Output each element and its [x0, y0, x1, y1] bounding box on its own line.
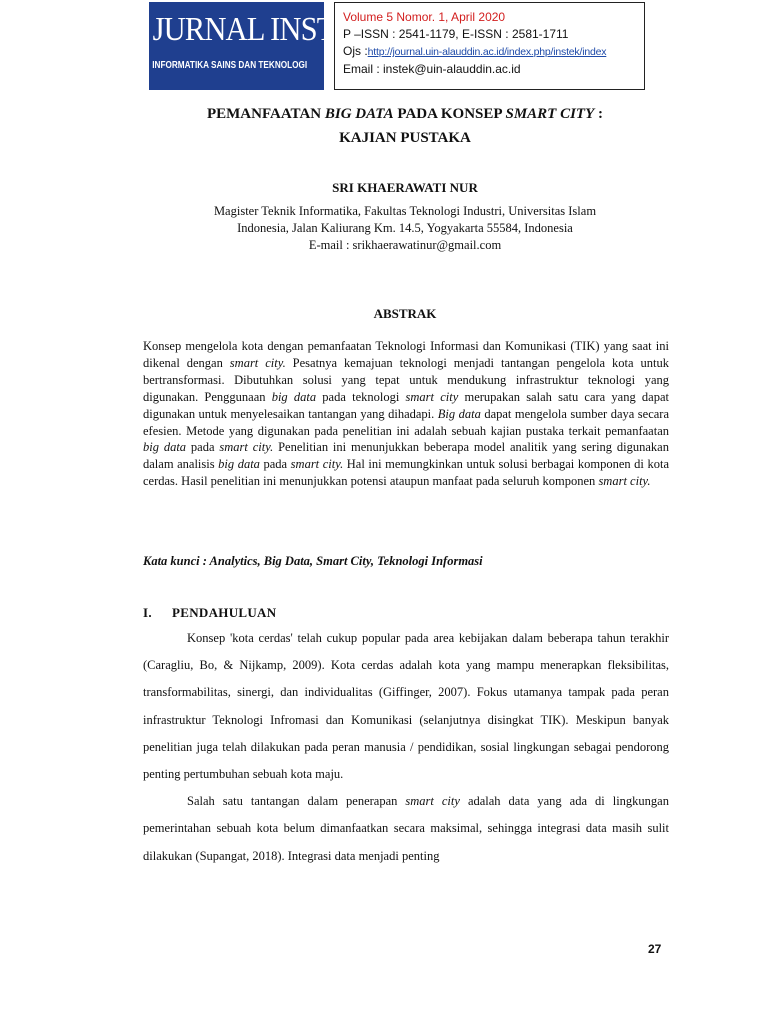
title-line-2: KAJIAN PUSTAKA [339, 130, 471, 146]
author-affiliation [140, 203, 670, 254]
paragraph-1: Konsep 'kota cerdas' telah cukup popular pada area kebijakan dalam beberapa tahun terakhir (Caragliu, Bo, & Nijkamp, 2009). Kota cerdas adalah kota yang mampu menerapkan fleksibilitas, transformabilitas, sinergi, dan individualitas (Giffinger, 2007). Fokus utamanya tampak pada peran infrastruktur Teknologi Infromasi dan Komunikasi (selanjutnya disingkat TIK). Meskipun banyak penelitian juga telah dilakukan pada peran manusia / pendidikan, sosial lingkungan sebagai pendorong penting pertumbuhan sebuah kota maju. [143, 631, 669, 782]
section-number: I. [143, 605, 152, 620]
body-text [143, 625, 669, 870]
issn-info: P –ISSN : 2541-1179, E-ISSN : 2581-1711 [343, 27, 569, 41]
author-name: SRI KHAERAWATI NUR [332, 180, 478, 195]
ojs-info [343, 43, 644, 61]
section-heading [143, 605, 276, 621]
title-line-1: PEMANFAATAN BIG DATA PADA KONSEP SMART CITY : [206, 106, 604, 122]
page-number: 27 [648, 942, 662, 956]
journal-info-box [334, 2, 645, 90]
abstract-heading: ABSTRAK [373, 306, 437, 321]
ojs-link[interactable]: http://journal.uin-alauddin.ac.id/index.php/instek/index [367, 46, 607, 58]
logo-title: JURNAL INSTEK [152, 11, 374, 48]
logo-subtitle: INFORMATIKA SAINS DAN TEKNOLOGI [152, 60, 308, 71]
abstract-text: Konsep mengelola kota dengan pemanfaatan Teknologi Informasi dan Komunikasi (TIK) yang saat ini dikenal dengan smart city. Pesatnya kemajuan teknologi menjadi tantangan pengelola kota untuk bertransformasi. Dibutuhkan solusi yang tepat untuk mendukung infrastruktur teknologi yang digunakan. Penggunaan big data pada teknologi smart city merupakan salah satu cara yang dapat digunakan untuk menyelesaikan tantangan yang dihadapi. Big data dapat mengelola sumber daya secara efesien. Metode yang digunakan pada penelitian ini adalah sebuah kajian pustaka terkait pemanfaatan big data pada smart city. Penelitian ini menunjukkan beberapa model analitik yang sering digunakan dalam analisis big data pada smart city. Hal ini memungkinkan untuk solusi berbagai komponen di kota cerdas. Hasil penelitian ini menunjukkan potensi ataupun manfaat pada seluruh komponen smart city. [143, 339, 670, 489]
ojs-label: Ojs : [343, 44, 368, 58]
paragraph-2: Salah satu tantangan dalam penerapan smart city adalah data yang ada di lingkungan pemerintahan sebuah kota belum dimanfaatkan secara maksimal, sehingga integrasi data masih sulit dilakukan (Supangat, 2018). Integrasi data menjadi penting [143, 794, 669, 863]
paper-title [140, 102, 670, 150]
affiliation-line-1: Magister Teknik Informatika, Fakultas Teknologi Industri, Universitas Islam [213, 204, 597, 218]
email-info[interactable]: Email : instek@uin-alauddin.ac.id [343, 62, 521, 76]
author-email[interactable]: E-mail : srikhaerawatinur@gmail.com [308, 238, 502, 252]
volume-info: Volume 5 Nomor. 1, April 2020 [343, 10, 506, 24]
keywords: Kata kunci : Analytics, Big Data, Smart City, Teknologi Informasi [143, 554, 483, 568]
section-title: PENDAHULUAN [172, 605, 277, 620]
affiliation-line-2: Indonesia, Jalan Kaliurang Km. 14.5, Yogyakarta 55584, Indonesia [237, 221, 573, 235]
